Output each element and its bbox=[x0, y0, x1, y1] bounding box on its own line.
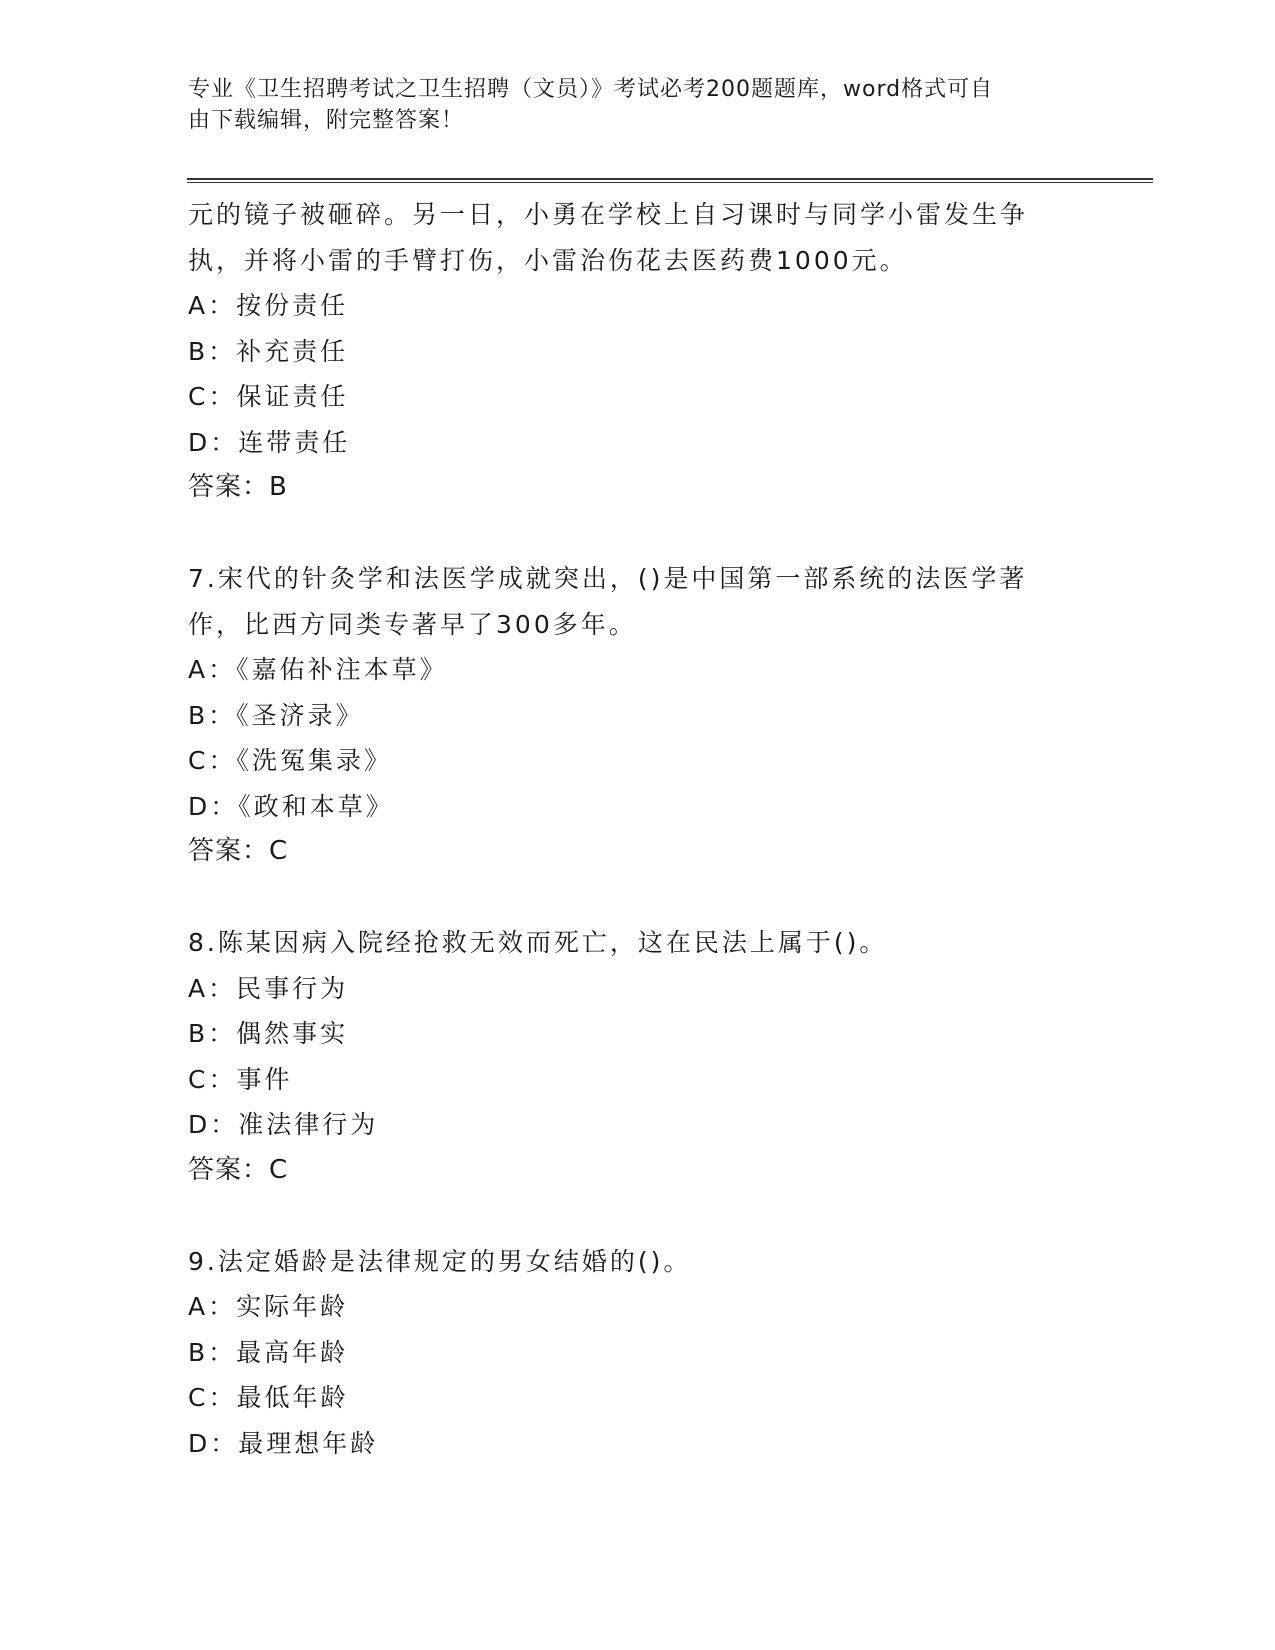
option-a: A：《嘉佑补注本草》 bbox=[188, 655, 448, 684]
option-b: B：最高年龄 bbox=[188, 1337, 349, 1367]
question-9 bbox=[188, 1239, 1088, 1467]
question-text-line: 9.法定婚龄是法律规定的男女结婚的()。 bbox=[188, 1246, 692, 1276]
option-b: B：《圣济录》 bbox=[188, 700, 364, 730]
question-text-line: 元的镜子被砸碎。另一日，小勇在学校上自习课时与同学小雷发生争 bbox=[188, 200, 1029, 229]
answer-label: 答案：B bbox=[188, 472, 288, 502]
question-text-line: 8.陈某因病入院经抢救无效而死亡，这在民法上属于()。 bbox=[188, 928, 888, 957]
answer-label: 答案：C bbox=[188, 836, 289, 866]
question-text-line: 执，并将小雷的手臂打伤，小雷治伤花去医药费1000元。 bbox=[188, 245, 908, 275]
question-8 bbox=[188, 920, 1088, 1193]
question-content bbox=[188, 192, 1088, 1466]
option-c: C：《洗冤集录》 bbox=[188, 746, 392, 775]
option-a: A：实际年龄 bbox=[188, 1292, 349, 1321]
option-a: A：按份责任 bbox=[188, 291, 349, 320]
question-6-continuation bbox=[188, 192, 1088, 511]
header-divider bbox=[187, 178, 1153, 183]
option-b: B：补充责任 bbox=[188, 336, 349, 366]
option-d: D：《政和本草》 bbox=[188, 791, 394, 821]
spacer bbox=[188, 1193, 1088, 1239]
option-d: D：最理想年龄 bbox=[188, 1428, 379, 1458]
question-text-line: 作，比西方同类专著早了300多年。 bbox=[188, 609, 637, 639]
option-d: D：连带责任 bbox=[188, 427, 351, 457]
spacer bbox=[188, 875, 1088, 921]
option-c: C：保证责任 bbox=[188, 382, 349, 411]
option-c: C：事件 bbox=[188, 1064, 293, 1094]
option-c: C：最低年龄 bbox=[188, 1383, 349, 1412]
option-a: A：民事行为 bbox=[188, 973, 349, 1003]
option-b: B：偶然事实 bbox=[188, 1019, 349, 1048]
spacer bbox=[188, 511, 1088, 557]
question-text-line: 7.宋代的针灸学和法医学成就突出，()是中国第一部系统的法医学著 bbox=[188, 564, 1028, 593]
document-header bbox=[188, 74, 1068, 136]
question-7 bbox=[188, 556, 1088, 875]
header-line-2: 由下载编辑，附完整答案！ bbox=[188, 108, 465, 133]
option-d: D：准法律行为 bbox=[188, 1110, 379, 1139]
answer-label: 答案：C bbox=[188, 1154, 289, 1185]
header-line-1: 专业《卫生招聘考试之卫生招聘（文员）》考试必考200题题库，word格式可自 bbox=[188, 77, 994, 102]
